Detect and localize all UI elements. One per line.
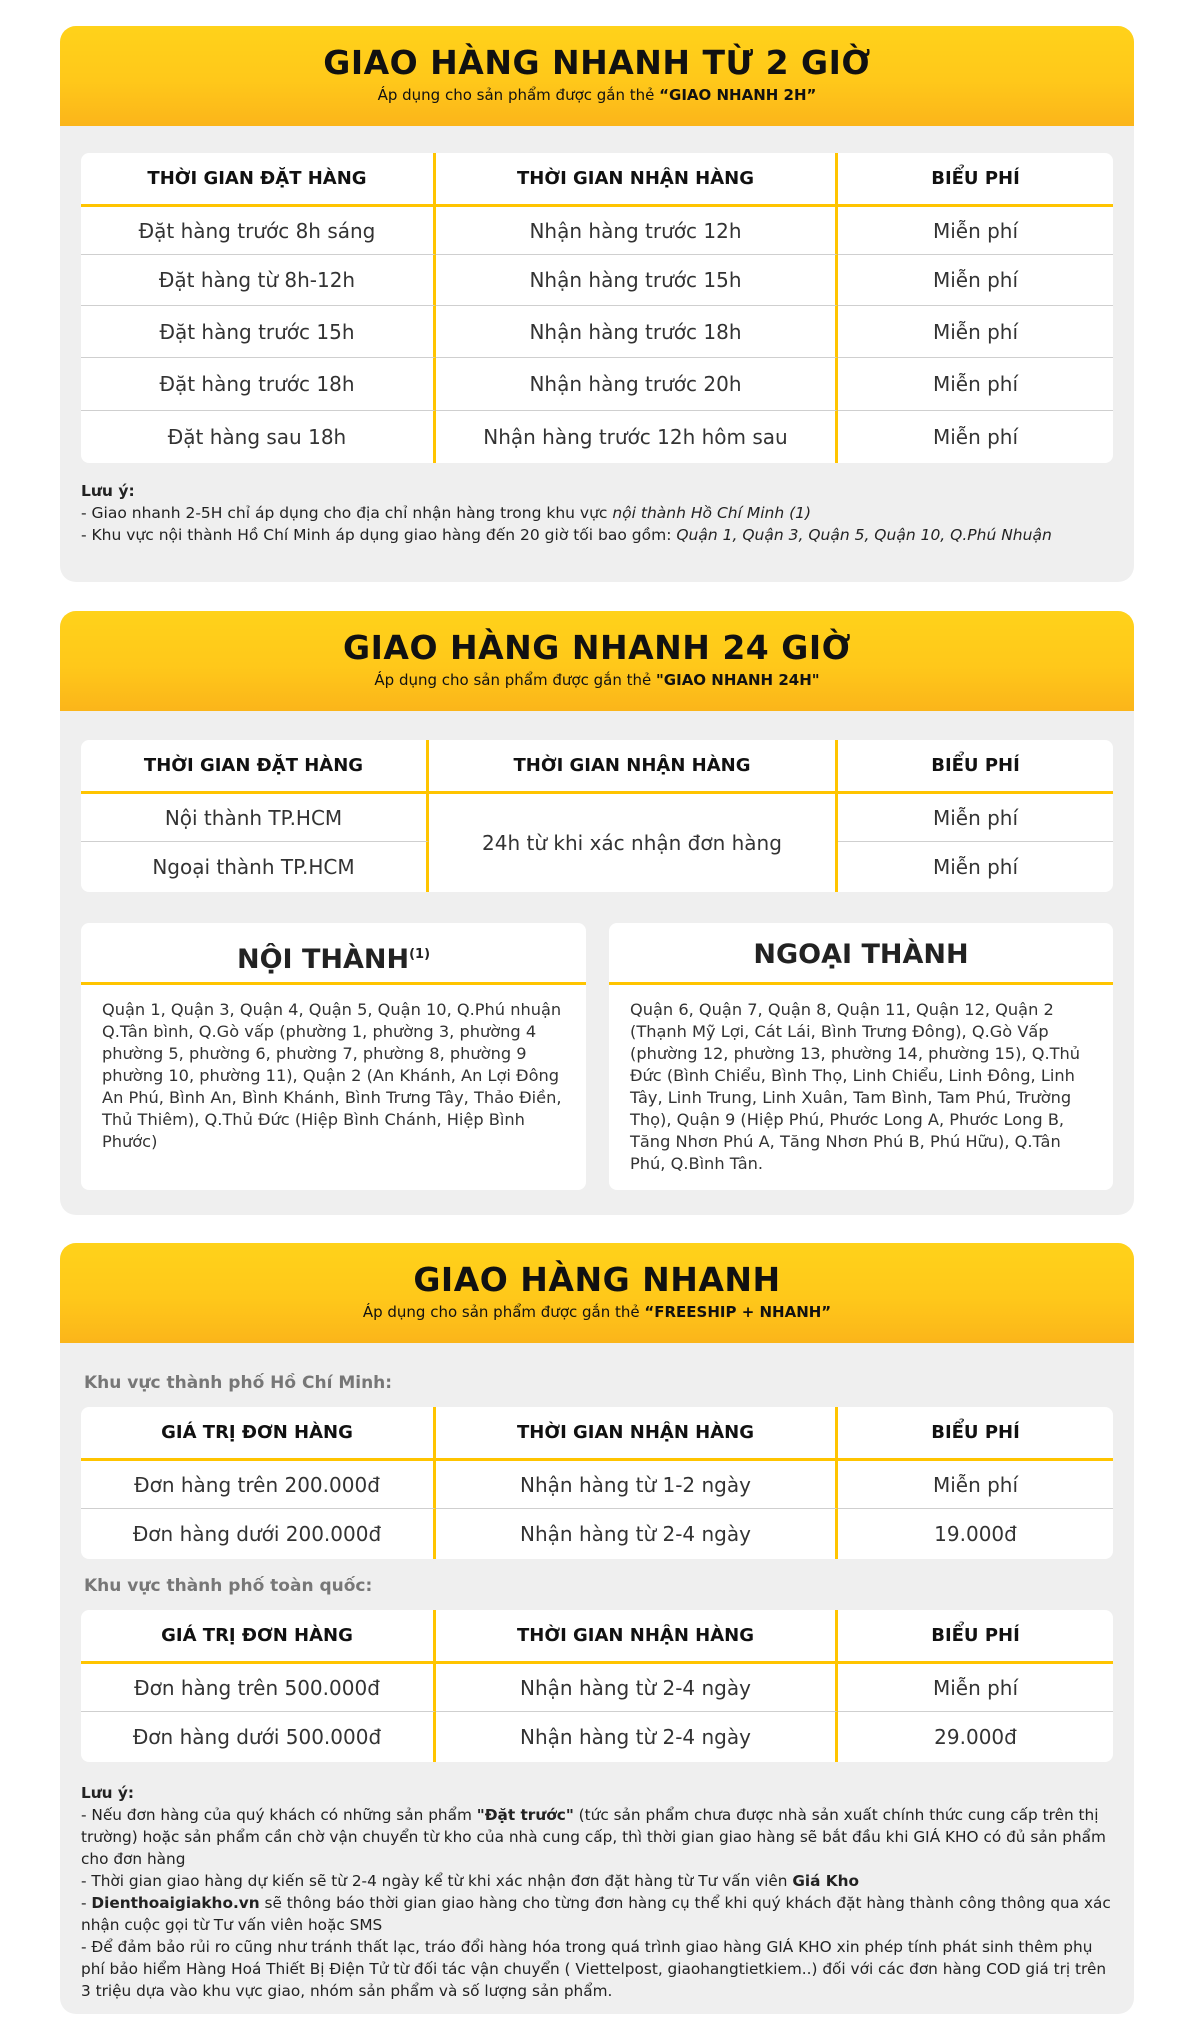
col-header-order-time: THỜI GIAN ĐẶT HÀNG	[81, 153, 436, 207]
cell-fee: 29.000đ	[934, 1725, 1017, 1749]
cell-receive-time: Nhận hàng trước 20h	[436, 358, 838, 411]
section-fast-title: GIAO HÀNG NHANH	[413, 1260, 781, 1299]
table-header-row	[81, 1407, 1113, 1461]
cell-order-time: Đặt hàng sau 18h	[81, 411, 436, 463]
col-header-order-time: THỜI GIAN ĐẶT HÀNG	[81, 740, 429, 794]
table-row	[81, 411, 1113, 463]
note-line: - Nếu đơn hàng của quý khách có những sản phẩm "Đặt trước" (tức sản phẩm chưa được nhà sản xuất chính thức cung cấp trên thị trường) hoặc sản phẩm cần chờ vận chuyển từ kho của nhà cung cấp, thì thời gian giao hàng sẽ bắt đầu khi GIÁ KHO có đủ sản phẩm cho đơn hàng	[81, 1806, 1106, 1868]
table-row	[81, 1664, 1113, 1712]
cell-fee: Miễn phí	[838, 358, 1113, 411]
cell-fee: 19.000đ	[934, 1522, 1017, 1546]
table-header-row	[81, 153, 1113, 207]
region-label-hcm: Khu vực thành phố Hồ Chí Minh:	[84, 1373, 393, 1393]
cell-fee: Miễn phí	[838, 1461, 1113, 1509]
note-line: - Khu vực nội thành Hồ Chí Minh áp dụng giao hàng đến 20 giờ tối bao gồm: Quận 1, Quận 3, Quận 5, Quận 10, Q.Phú Nhuận	[81, 526, 1052, 544]
note-line: - Dienthoaigiakho.vn sẽ thông báo thời gian giao hàng cho từng đơn hàng cụ thể khi quý khách đặt hàng thành công thông qua xác nhận cuộc gọi từ Tư vấn viên hoặc SMS	[81, 1894, 1111, 1934]
cell-receive-time: Nhận hàng trước 18h	[436, 306, 838, 358]
section-fast-subtitle: Áp dụng cho sản phẩm được gắn thẻ “FREESHIP + NHANH”	[362, 1303, 832, 1321]
note-line: - Để đảm bảo rủi ro cũng như tránh thất lạc, tráo đổi hàng hóa trong quá trình giao hàng GIÁ KHO xin phép tính phát sinh thêm phụ phí bảo hiểm Hàng Hoá Thiết Bị Điện Tử từ đối tác vận chuyển ( Viettelpost, giaohangtietkiem..) đối với các đơn hàng COD giá trị trên 3 triệu dựa vào khu vực giao, nhóm sản phẩm và số lượng sản phẩm.	[81, 1938, 1107, 2000]
cell-order-value: Đơn hàng trên 500.000đ	[81, 1664, 436, 1712]
col-header-receive-time: THỜI GIAN NHẬN HÀNG	[436, 153, 838, 207]
note-line: - Thời gian giao hàng dự kiến sẽ từ 2-4 ngày kể từ khi xác nhận đơn đặt hàng từ Tư vấn viên Giá Kho	[81, 1872, 860, 1890]
section-24h-header	[60, 611, 1134, 711]
note-label: Lưu ý:	[81, 482, 135, 500]
cell-order-time: Nội thành TP.HCM	[81, 794, 429, 842]
col-header-order-value: GIÁ TRỊ ĐƠN HÀNG	[81, 1610, 436, 1664]
table-row	[81, 1461, 1113, 1509]
cell-fee: Miễn phí	[838, 255, 1113, 306]
site-name: Dienthoaigiakho.vn	[91, 1894, 260, 1912]
cell-receive-time: Nhận hàng trước 12h hôm sau	[436, 411, 838, 463]
col-header-fee: BIỂU PHÍ	[838, 740, 1113, 794]
cell-order-time: Đặt hàng từ 8h-12h	[81, 255, 436, 306]
table-header-row	[81, 1610, 1113, 1664]
table-row	[81, 306, 1113, 358]
footnote-marker: (1)	[409, 947, 431, 962]
section-fast-header	[60, 1243, 1134, 1343]
table-row	[81, 1712, 1113, 1762]
cell-fee: Miễn phí	[932, 425, 1019, 449]
cell-fee: Miễn phí	[838, 207, 1113, 255]
region-label-nation: Khu vực thành phố toàn quốc:	[84, 1576, 373, 1596]
section-fast-tag: “FREESHIP + NHANH”	[644, 1303, 832, 1321]
section-fast-note	[81, 1782, 1117, 2002]
note-label: Lưu ý:	[81, 1784, 134, 1802]
table-row	[81, 207, 1113, 255]
section-2h-header	[60, 26, 1134, 126]
note-line: - Giao nhanh 2-5H chỉ áp dụng cho địa chỉ nhận hàng trong khu vực nội thành Hồ Chí Minh (1)	[81, 504, 812, 522]
section-2h-title: GIAO HÀNG NHANH TỪ 2 GIỜ	[323, 43, 871, 82]
col-header-fee: BIỂU PHÍ	[838, 1610, 1113, 1664]
section-24h-title: GIAO HÀNG NHANH 24 GIỜ	[343, 628, 851, 667]
section-2h-note	[81, 480, 1121, 546]
table-hcm	[81, 1407, 1113, 1559]
table-row	[81, 794, 1113, 842]
col-header-receive-time: THỜI GIAN NHẬN HÀNG	[429, 740, 838, 794]
cell-order-time: Ngoại thành TP.HCM	[81, 842, 429, 892]
table-row	[81, 358, 1113, 411]
cell-fee: Miễn phí	[838, 1664, 1113, 1712]
section-2h-tag: “GIAO NHANH 2H”	[659, 86, 817, 104]
cell-order-time: Đặt hàng trước 15h	[81, 306, 436, 358]
cell-receive-time: Nhận hàng từ 2-4 ngày	[436, 1509, 838, 1559]
cell-order-time: Đặt hàng trước 8h sáng	[81, 207, 436, 255]
cell-fee: Miễn phí	[838, 794, 1113, 842]
col-header-receive-time: THỜI GIAN NHẬN HÀNG	[436, 1407, 838, 1461]
table-nation	[81, 1610, 1113, 1762]
cell-fee: Miễn phí	[838, 306, 1113, 358]
section-2h-subtitle: Áp dụng cho sản phẩm được gắn thẻ “GIAO NHANH 2H”	[377, 86, 817, 104]
table-header-row	[81, 740, 1113, 794]
inner-city-box	[81, 923, 586, 1190]
cell-order-value: Đơn hàng trên 200.000đ	[81, 1461, 436, 1509]
col-header-order-value: GIÁ TRỊ ĐƠN HÀNG	[81, 1407, 436, 1461]
inner-city-list: Quận 1, Quận 3, Quận 4, Quận 5, Quận 10, Q.Phú nhuận Q.Tân bình, Q.Gò vấp (phường 1, phường 3, phường 4 phường 5, phường 6, phường 7, phường 8, phường 9 phường 10, phường 11), Quận 2 (An Khánh, An Lợi Đông An Phú, Bình An, Bình Khánh, Bình Trưng Tây, Thảo Điền, Thủ Thiêm), Q.Thủ Đức (Hiệp Bình Chánh, Hiệp Bình Phước)	[102, 1000, 562, 1151]
table-row	[81, 1509, 1113, 1559]
outer-city-list: Quận 6, Quận 7, Quận 8, Quận 11, Quận 12, Quận 2 (Thạnh Mỹ Lợi, Cát Lái, Bình Trưng Đông), Q.Gò Vấp (phường 12, phường 13, phường 14, phường 15), Q.Thủ Đức (Bình Chiểu, Bình Thọ, Linh Chiểu, Linh Đông, Linh Tây, Linh Trung, Linh Xuân, Tam Bình, Tam Phú, Trường Thọ), Quận 9 (Hiệp Phú, Phước Long A, Phước Long B, Tăng Nhơn Phú A, Tăng Nhơn Phú B, Phú Hữu), Q.Tân Phú, Q.Bình Tân.	[630, 1000, 1080, 1173]
col-header-fee: BIỂU PHÍ	[838, 153, 1113, 207]
inner-city-title: NỘI THÀNH$^{(1)}$	[81, 923, 586, 985]
cell-order-time: Đặt hàng trước 18h	[81, 358, 436, 411]
cell-fee: Miễn phí	[932, 855, 1019, 879]
cell-receive-time: 24h từ khi xác nhận đơn hàng	[429, 794, 838, 892]
section-fast	[60, 1243, 1134, 2014]
cell-receive-time: Nhận hàng từ 2-4 ngày	[436, 1712, 838, 1762]
cell-order-value: Đơn hàng dưới 200.000đ	[81, 1509, 436, 1559]
col-header-receive-time: THỜI GIAN NHẬN HÀNG	[436, 1610, 838, 1664]
section-24h-tag: "GIAO NHANH 24H"	[655, 671, 820, 689]
section-24h	[60, 611, 1134, 1215]
outer-city-title: NGOẠI THÀNH	[609, 923, 1113, 985]
cell-receive-time: Nhận hàng trước 12h	[436, 207, 838, 255]
cell-receive-time: Nhận hàng từ 1-2 ngày	[436, 1461, 838, 1509]
cell-order-value: Đơn hàng dưới 500.000đ	[81, 1712, 436, 1762]
table-2h	[81, 153, 1113, 463]
section-2h	[60, 26, 1134, 582]
outer-city-box	[609, 923, 1113, 1190]
table-row	[81, 255, 1113, 306]
cell-receive-time: Nhận hàng từ 2-4 ngày	[436, 1664, 838, 1712]
section-24h-subtitle: Áp dụng cho sản phẩm được gắn thẻ "GIAO NHANH 24H"	[374, 671, 820, 689]
cell-receive-time: Nhận hàng trước 15h	[436, 255, 838, 306]
col-header-fee: BIỂU PHÍ	[838, 1407, 1113, 1461]
table-24h	[81, 740, 1113, 892]
